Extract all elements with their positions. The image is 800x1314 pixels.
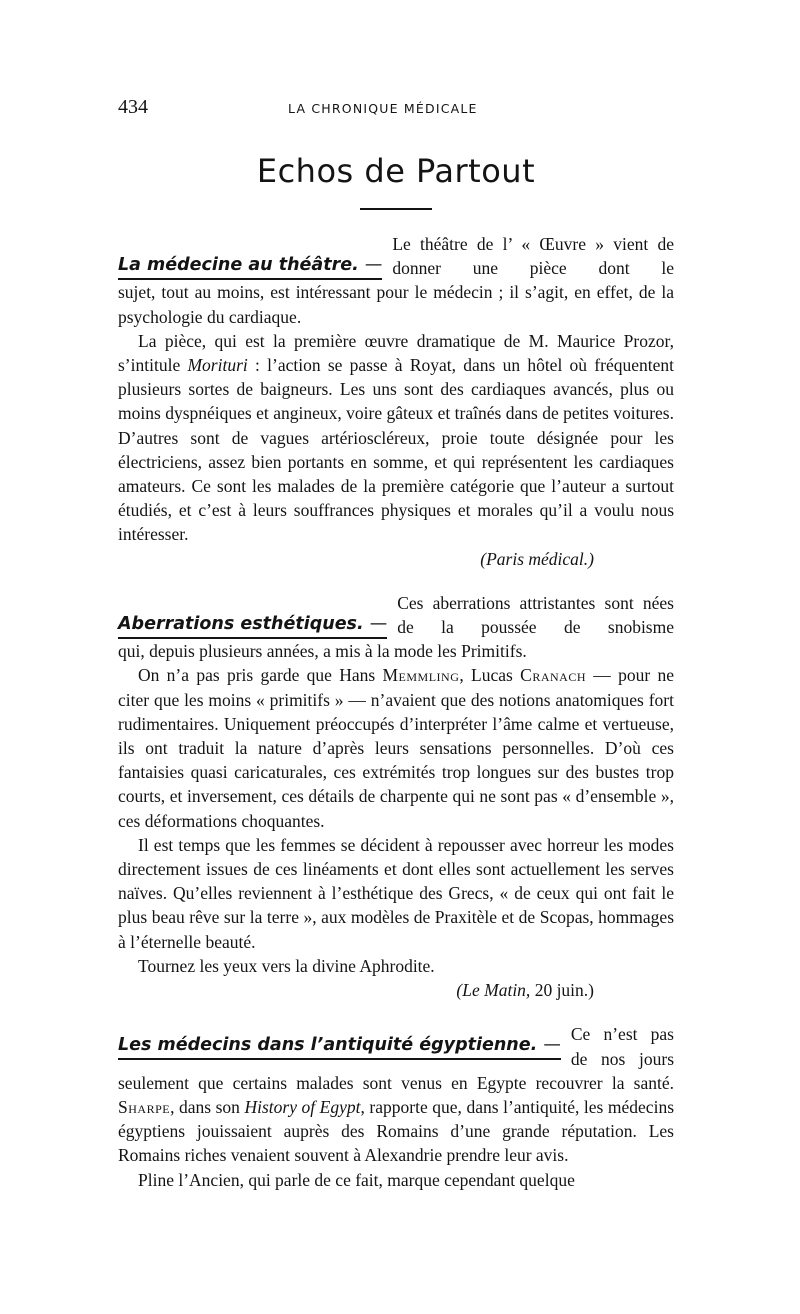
title-divider — [360, 208, 432, 210]
running-head — [118, 96, 674, 134]
page-number: 434 — [118, 96, 148, 118]
paragraph: seulement que certains malades sont venus en Egypte recouvrer la santé. Sharpe, dans son History of Egypt, rapporte que, dans l’antiquité, les médecins égyptiens jouissaient auprès des Romains d’une grande réputation. Les Romains riches venaient souvent à Alexandrie prendre leur avis. — [118, 1072, 675, 1166]
page-title: Echos de Partout — [256, 152, 536, 190]
play-title: Morituri — [187, 355, 248, 376]
article-medecins-antiquite — [118, 1022, 674, 1191]
author-name: Sharpe — [118, 1096, 171, 1117]
source-citation: (Paris médical.) — [480, 548, 594, 569]
article-medecine-theatre — [118, 232, 674, 571]
source-citation: (Le Matin, 20 juin.) — [456, 980, 594, 1001]
lead-text: Ces aberrations attristantes sont nées de la poussée de snobisme — [397, 592, 674, 638]
section-heading: Les médecins dans l’antiquité égyptienne. — — [118, 1033, 561, 1060]
page — [118, 96, 674, 1212]
lead-text: Le théâtre de l’ « Œuvre » vient de donner une pièce dont le — [392, 234, 674, 279]
journal-title: LA CHRONIQUE MÉDICALE — [288, 101, 478, 116]
paragraph: Il est temps que les femmes se décident à repousser avec horreur les modes directement issues de ces linéaments et dont elles sont actuellement les serves naïves. Qu’elles reviennent à l’esthétique des Grecs, « de ceux qui ont fait le plus beau rêve sur la terre », aux modèles de Praxitèle et de Scopas, hommages à l’éternelle beauté. — [118, 834, 674, 952]
paragraph: La pièce, qui est la première œuvre dramatique de M. Maurice Prozor, s’intitule Morituri : l’action se passe à Royat, dans un hôtel où fréquentent plusieurs sortes de baigneurs. Les uns sont des cardiaques avancés, plus ou moins dyspnéiques et angineux, voire gâteux et traînés dans de petites voitures. D’autres sont de vagues artérioscléreux, proie toute désignée pour les électriciens, assez bien portants en somme, et qui représentent les cardiaques amateurs. Ce sont les malades de la première catégorie que l’auteur a surtout étudiés, et c’est à leurs souffrances physiques et morales qu’il a voulu nous intéresser. — [118, 330, 674, 545]
lead-text: Ce n’est pas de nos jours — [570, 1024, 674, 1069]
paragraph: On n’a pas pris garde que Hans Memmling, Lucas Cranach — pour ne citer que les moins « primitifs » — n’avaient que des notions anatomiques fort rudimentaires. Uniquement préoccupés d’interpréter l’âme calme et vertueuse, ils ont traduit la nature d’après leurs sensations personnelles. D’où ces fantaisies quasi caricaturales, ces extrémités trop longues sur des bustes trop courts, et inversement, ces détails de charpente qui ne sont pas « d’ensemble », ces déformations choquantes. — [118, 665, 674, 831]
paragraph: Pline l’Ancien, qui parle de ce fait, marque cependant quelque — [138, 1169, 575, 1190]
artist-name: Memmling — [382, 665, 460, 686]
book-title: History of Egypt — [244, 1096, 361, 1117]
section-heading: La médecine au théâtre. — — [118, 253, 382, 280]
artist-name: Cranach — [520, 665, 586, 686]
paragraph: Tournez les yeux vers la divine Aphrodite. — [138, 955, 435, 976]
article-aberrations-esthetiques — [118, 591, 674, 1002]
paragraph: qui, depuis plusieurs années, a mis à la mode les Primitifs. — [118, 641, 527, 662]
paragraph: sujet, tout au moins, est intéressant pour le médecin ; il s’agit, en effet, de la psychologie du cardiaque. — [118, 282, 674, 327]
section-heading: Aberrations esthétiques. — — [118, 612, 387, 639]
